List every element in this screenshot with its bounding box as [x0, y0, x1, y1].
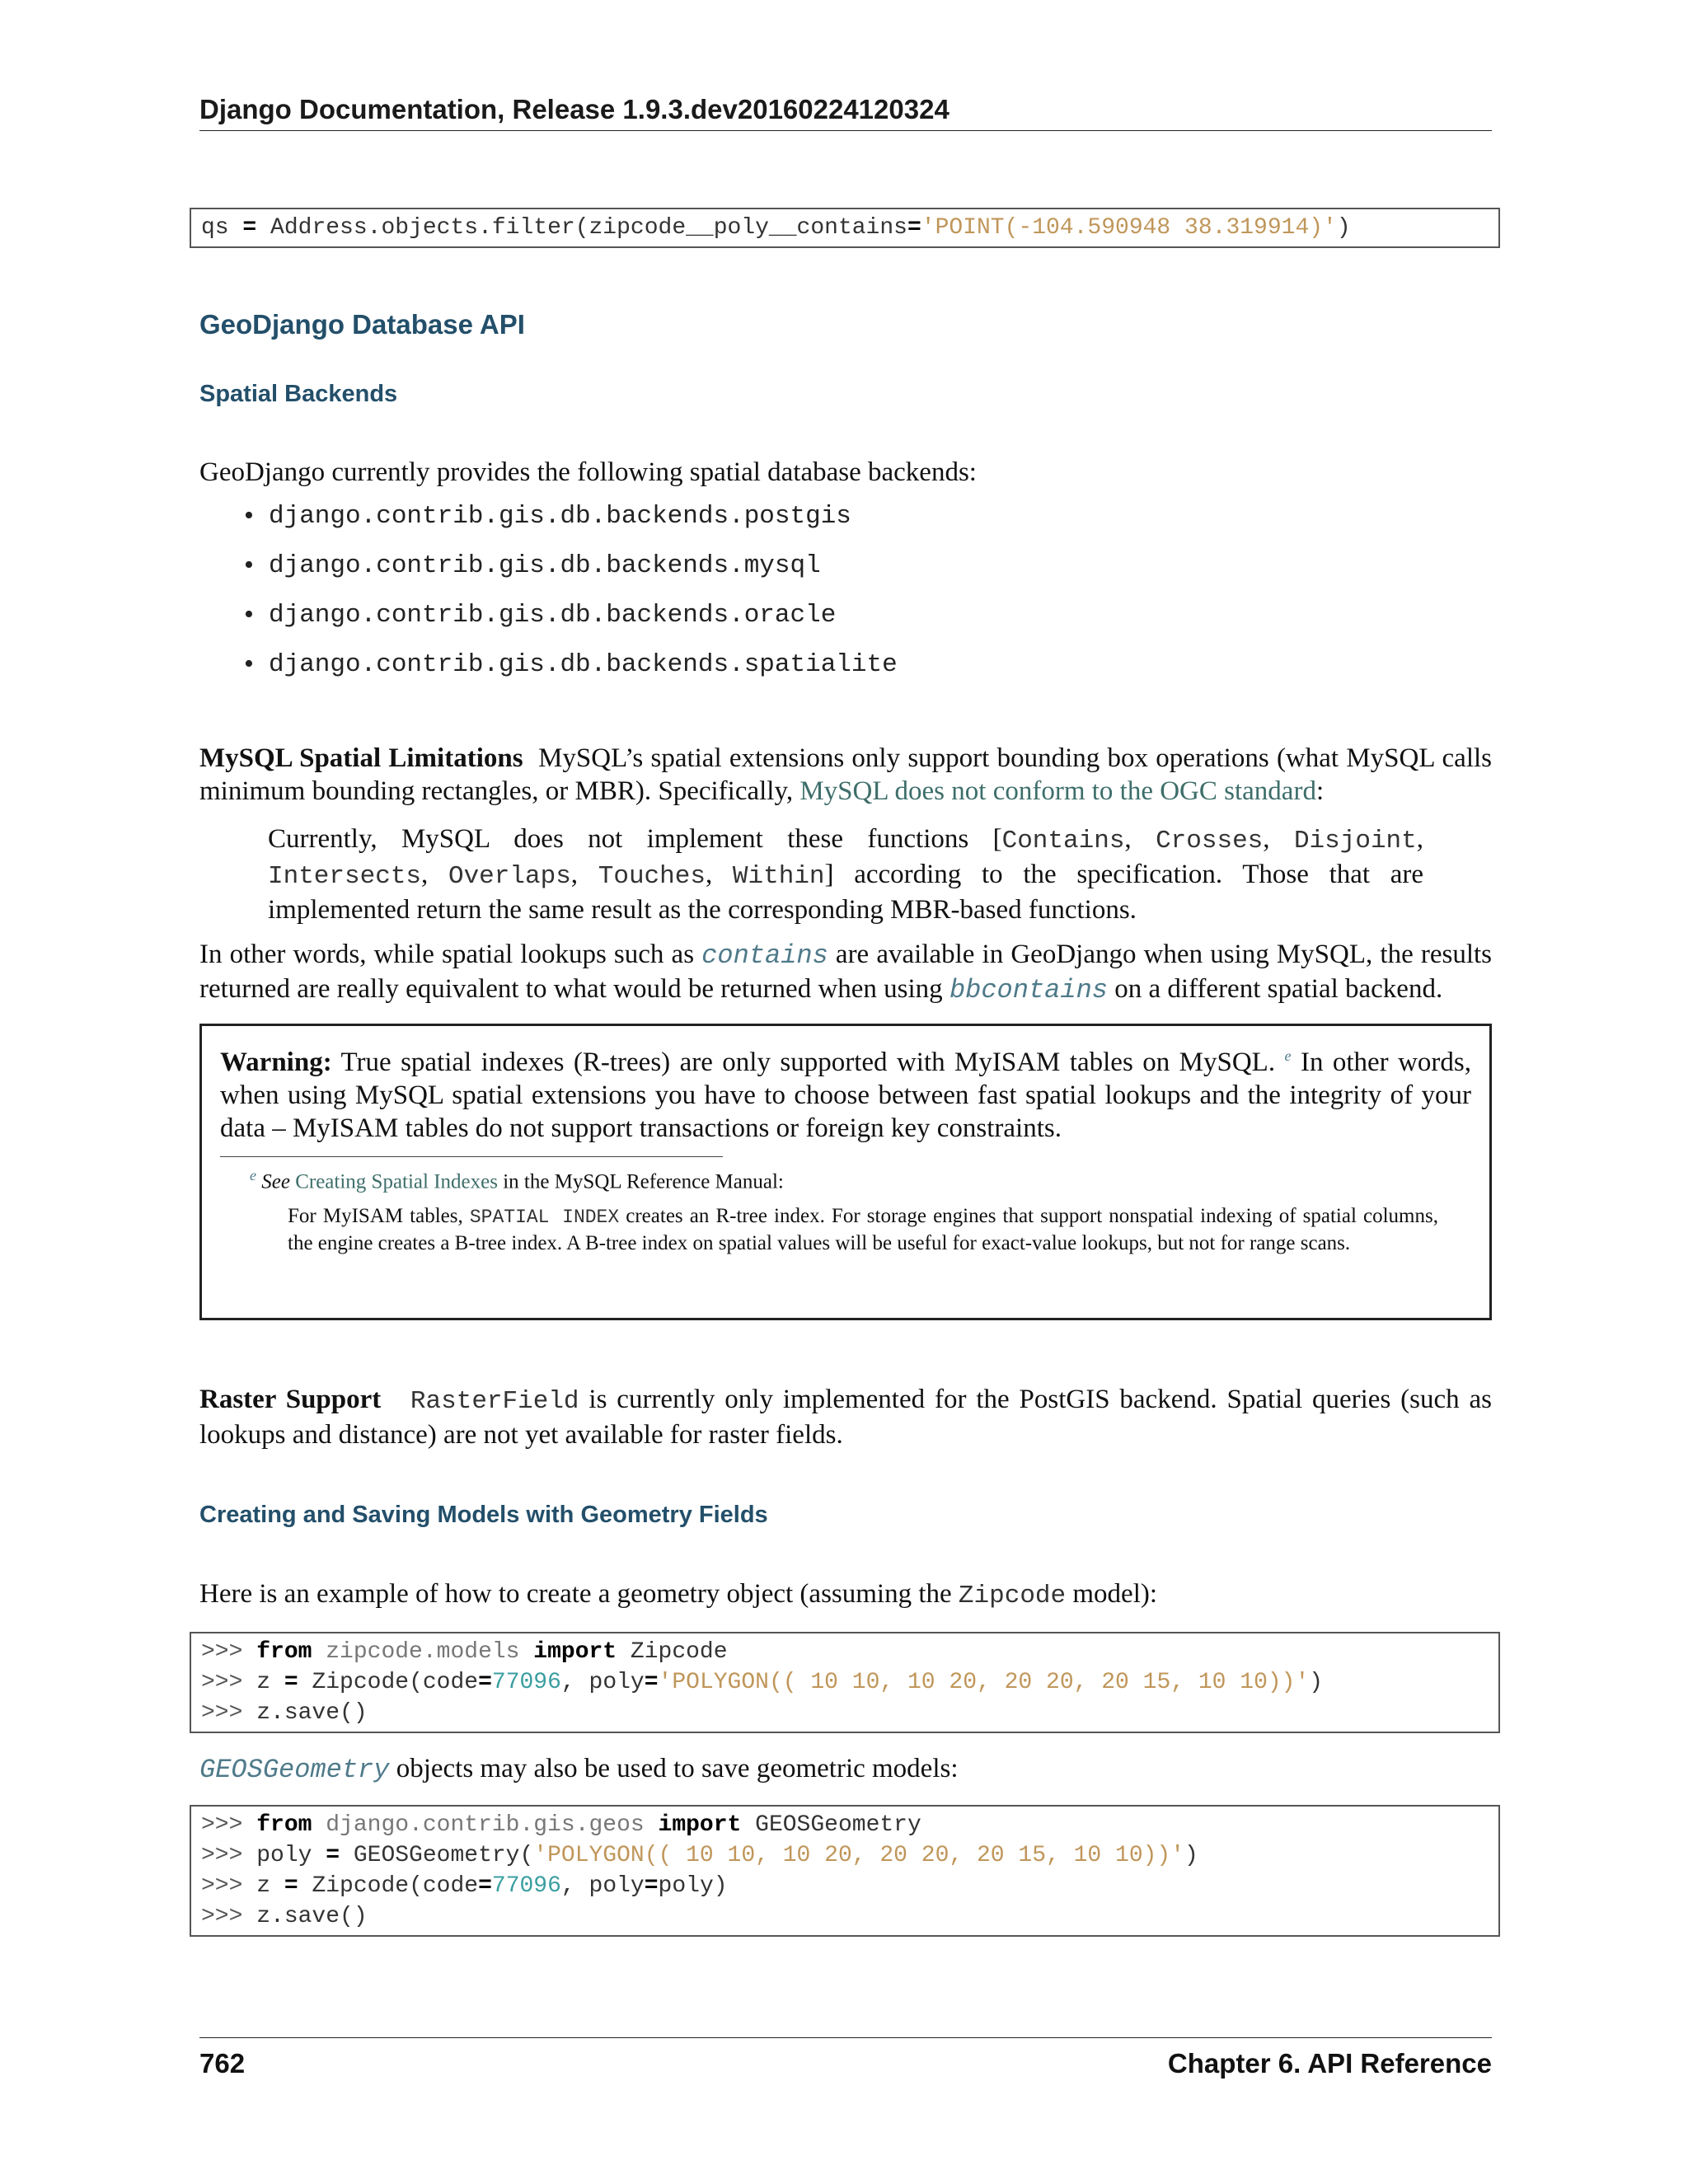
bbcontains-link[interactable]: bbcontains — [949, 975, 1108, 1005]
creating-spatial-indexes-link[interactable]: Creating Spatial Indexes — [295, 1170, 498, 1193]
list-item: • django.contrib.gis.db.backends.mysql — [244, 551, 898, 601]
backends-list — [244, 502, 898, 700]
geos-paragraph: GEOSGeometry objects may also be used to save geometric models: — [199, 1754, 959, 1785]
warning-text: Warning: True spatial indexes (R-trees) are only supported with MyISAM tables on MySQL. $^e$ In other words, when using MySQL spatial extensions you have to choose between fast spatial lookups and the integrity of your data – MyISAM tables do not support transactions or foreign key constraints. — [220, 1047, 1472, 1143]
list-item: • django.contrib.gis.db.backends.spatialite — [244, 650, 898, 700]
list-item: • django.contrib.gis.db.backends.oracle — [244, 601, 898, 650]
mysql-quote: Currently, MySQL does not implement these functions [Contains, Crosses, Disjoint, Intersects, Overlaps, Touches, Within] according to the specification. Those that are implemented return the same result as the corresponding MBR-based functions. — [268, 824, 1424, 925]
warning-box — [199, 1024, 1492, 1320]
footnote-ref[interactable]: e — [1284, 1047, 1292, 1064]
code-block-geos: >>> from django.contrib.gis.geos import GEOSGeometry >>> poly = GEOSGeometry('POLYGON(( 10 10, 10 20, 20 20, 20 15, 10 10))') >>> z = Zipcode(code=77096, poly=poly) >>> z.save() — [190, 1805, 1500, 1937]
code-block-filter: qs = Address.objects.filter(zipcode__poly__contains='POINT(-104.590948 38.319914)') — [190, 208, 1500, 248]
geosgeometry-link[interactable]: GEOSGeometry — [199, 1755, 390, 1785]
subsection-title-spatial-backends: Spatial Backends — [199, 381, 398, 407]
section-title-database-api: GeoDjango Database API — [199, 309, 525, 340]
footnote-divider — [220, 1156, 723, 1157]
page-number: 762 — [199, 2048, 246, 2079]
warning-label: Warning: — [220, 1047, 332, 1077]
code-block-zipcode: >>> from zipcode.models import Zipcode >>> z = Zipcode(code=77096, poly='POLYGON(( 10 10, 10 20, 20 20, 20 15, 10 10))') >>> z.save() — [190, 1632, 1500, 1733]
mysql-limitations-paragraph: MySQL Spatial Limitations MySQL’s spatial extensions only support bounding box operations (what MySQL calls minimum bounding rectangles, or MBR). Specifically, MySQL does not conform to the OGC standard: — [199, 743, 1492, 806]
mysql-limitations-title: MySQL Spatial Limitations — [199, 743, 523, 773]
raster-support-paragraph: Raster Support RasterField is currently only implemented for the PostGIS backend. Spatial queries (such as lookups and distance) are not yet available for raster fields. — [199, 1385, 1492, 1450]
subsection-title-creating-models: Creating and Saving Models with Geometry Fields — [199, 1502, 768, 1528]
other-words-paragraph: In other words, while spatial lookups such as contains are available in GeoDjango when using MySQL, the results returned are really equivalent to what would be returned when using bbcontains on a different spatial backend. — [199, 940, 1492, 1005]
running-header: Django Documentation, Release 1.9.3.dev20160224120324 — [199, 92, 1492, 131]
chapter-title: Chapter 6. API Reference — [1167, 2048, 1492, 2079]
footnote: $^e$ See Creating Spatial Indexes in the MySQL Reference Manual: — [250, 1167, 784, 1193]
ogc-standard-link[interactable]: MySQL does not conform to the OGC standard — [799, 776, 1316, 806]
page-footer — [199, 2037, 1492, 2079]
contains-link[interactable]: contains — [701, 940, 828, 971]
list-item: • django.contrib.gis.db.backends.postgis — [244, 502, 898, 551]
models-intro: Here is an example of how to create a geometry object (assuming the Zipcode model): — [199, 1579, 1158, 1610]
footnote-quote: For MyISAM tables, SPATIAL INDEX creates an R-tree index. For storage engines that support nonspatial indexing of spatial columns, the engine creates a B-tree index. A B-tree index on spatial values will be useful for exact-value lookups, but not for range scans. — [288, 1205, 1438, 1255]
raster-support-title: Raster Support — [199, 1385, 382, 1414]
backends-intro: GeoDjango currently provides the following spatial database backends: — [199, 457, 977, 487]
